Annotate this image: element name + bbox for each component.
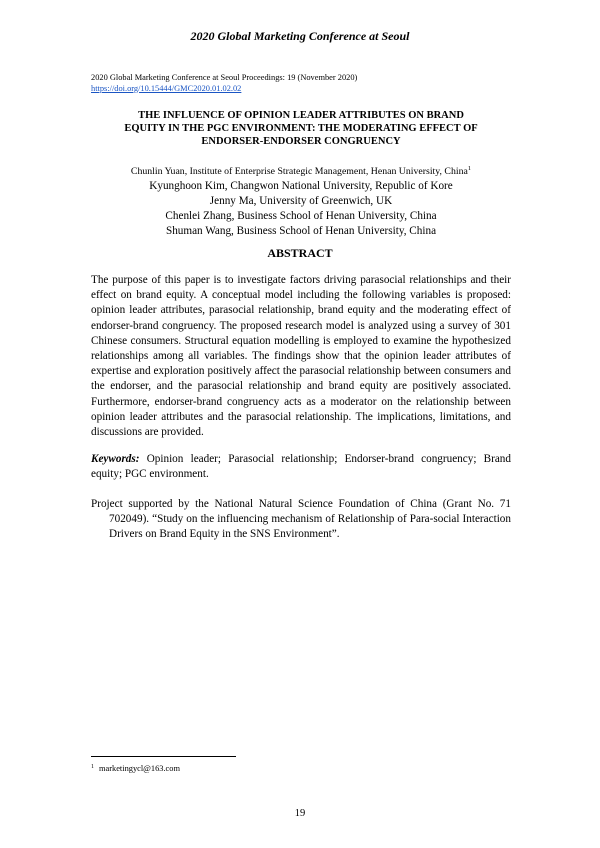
author-list — [91, 164, 511, 239]
author-line — [91, 164, 511, 179]
doi-link[interactable]: https://doi.org/10.15444/GMC2020.01.02.02 — [91, 83, 242, 93]
footnote-email: marketingycl@163.com — [99, 764, 180, 773]
footnote-rule — [91, 756, 236, 757]
paper-title — [91, 109, 511, 148]
keywords-label: Keywords: — [91, 453, 140, 465]
author-1: Chunlin Yuan, Institute of Enterprise Strategic Management, Henan University, China — [130, 166, 468, 177]
footnote-mark: 1 — [91, 764, 94, 770]
author-4: Chenlei Zhang, Business School of Henan University, China — [165, 210, 437, 222]
footnote — [91, 764, 180, 773]
running-header: 2020 Global Marketing Conference at Seoul — [190, 29, 410, 43]
funding-note: Project supported by the National Natural Science Foundation of China (Grant No. 71 702049). “Study on the influencing mechanism of Relationship of Para-social Interaction Drivers on Brand Equity in the SNS Environment”. — [91, 498, 511, 541]
keywords — [91, 452, 511, 482]
title-line: ENDORSER-ENDORSER CONGRUENCY — [201, 136, 401, 147]
title-line: EQUITY IN THE PGC ENVIRONMENT: THE MODERATING EFFECT OF — [124, 123, 478, 134]
author-2: Kyunghoon Kim, Changwon National University, Republic of Kore — [149, 180, 453, 192]
proceedings-line: 2020 Global Marketing Conference at Seoul Proceedings: 19 (November 2020) — [91, 73, 358, 82]
abstract-heading: ABSTRACT — [267, 246, 333, 260]
abstract-text: The purpose of this paper is to investigate factors driving parasocial relationships and their effect on brand equity. A conceptual model including the following variables is proposed: opinion leader attributes, parasocial relationship, brand equity and the moderating effect of endorser-brand congruency. The proposed research model is analyzed using a survey of 301 Chinese consumers. Structural equation modelling is employed to examine the hypothesized relationships among all variables. The findings show that the opinion leader attributes of expertise and exploration positively affect the parasocial relationship between consumers and the endorser, and the parasocial relationship and brand equity are positively associated. Furthermore, endorser-brand congruency acts as a moderator on the relationship between opinion leader attributes and the parasocial relationship. The implications, limitations, and discussions are provided. — [91, 274, 511, 439]
page-number: 19 — [294, 808, 306, 819]
author-5: Shuman Wang, Business School of Henan University, China — [165, 225, 437, 237]
footnote-marker: 1 — [467, 165, 472, 172]
keywords-text: Opinion leader; Parasocial relationship; Endorser-brand congruency; Brand equity; PGC environment. — [91, 453, 511, 481]
publication-meta — [91, 73, 357, 94]
title-line: THE INFLUENCE OF OPINION LEADER ATTRIBUTES ON BRAND — [138, 110, 464, 121]
author-3: Jenny Ma, University of Greenwich, UK — [209, 195, 393, 207]
